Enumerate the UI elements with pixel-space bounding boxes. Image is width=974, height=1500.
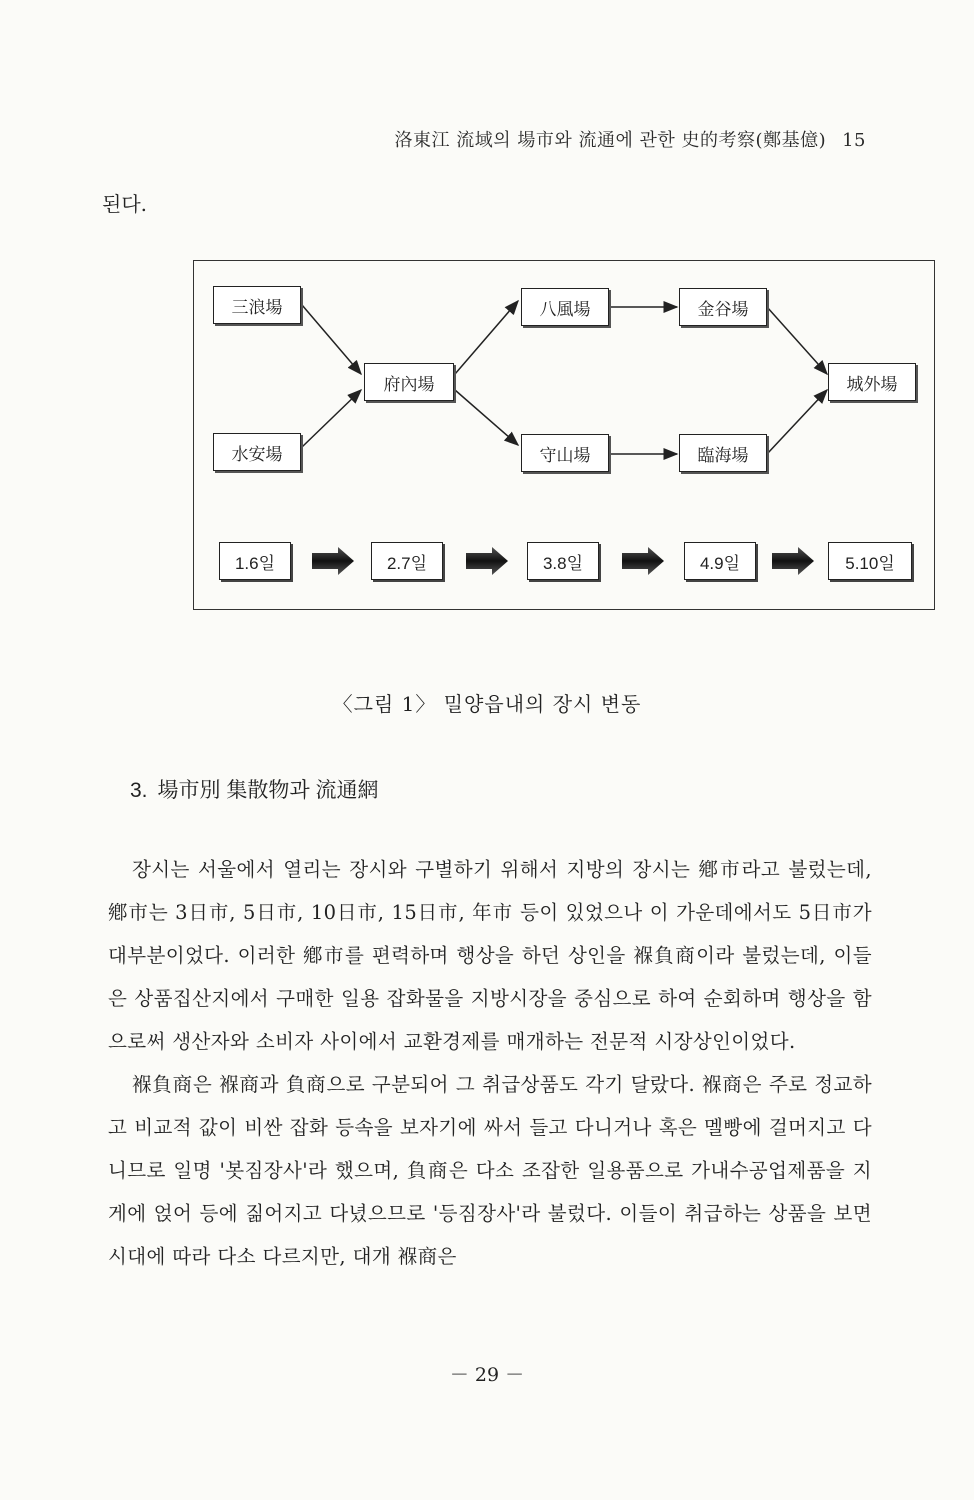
running-header	[395, 126, 867, 152]
arrow-imhae-seongoe	[767, 390, 827, 454]
paragraph-1: 장시는 서울에서 열리는 장시와 구별하기 위해서 지방의 장시는 鄕市라고 불렀는데, 鄕市는 3日市, 5日市, 10日市, 15日市, 年市 등이 있었으나 이 가운데에서도 5日市가 대부분이었다. 이러한 鄕市를 편력하며 행상을 하던 상인을 褓負商이라 불렀는데, 이들은 상품집산지에서 구매한 일용 잡화물을 지방시장을 중심으로 하여 순회하며 행상을 함으로써 생산자와 소비자 사이에서 교환경제를 매개하는 전문적 시장상인이었다.	[108, 858, 872, 1053]
day-arrow-4	[772, 547, 814, 575]
section-number: 3.	[130, 779, 148, 802]
node-susan: 守山場	[521, 434, 609, 472]
node-imhae: 臨海場	[679, 434, 767, 472]
day-box-3: 3.8일	[527, 542, 599, 580]
arrow-bunae-susan	[455, 390, 518, 445]
header-page-number: 15	[842, 130, 866, 151]
day-arrow-1	[312, 547, 354, 575]
paragraph-2: 褓負商은 褓商과 負商으로 구분되어 그 취급상품도 각기 달랐다. 褓商은 주로 정교하고 비교적 값이 비싼 잡화 등속을 보자기에 싸서 들고 다니거나 혹은 멜빵에 걸머지고 다니므로 일명 '봇짐장사'라 했으며, 負商은 다소 조잡한 일용품으로 가내수공업제품을 지게에 얹어 등에 짊어지고 다녔으므로 '등짐장사'라 불렀다. 이들이 취급하는 상품을 보면 시대에 따라 다소 다르지만, 대개 褓商은	[108, 1073, 872, 1268]
arrow-bunae-palpung	[455, 301, 518, 374]
node-palpung: 八風場	[521, 288, 609, 326]
figure-caption: 〈그림 1〉 밀양읍내의 장시 변동	[332, 692, 642, 716]
body-text	[108, 848, 872, 1278]
arrow-suan-bunae	[302, 390, 361, 447]
day-arrow-2	[466, 547, 508, 575]
page-footer: － 29 －	[449, 1364, 525, 1386]
node-seongoe: 城外場	[828, 363, 916, 401]
lead-text: 된다.	[102, 192, 147, 216]
day-box-5: 5.10일	[828, 542, 912, 580]
section-heading	[130, 774, 378, 804]
day-box-1: 1.6일	[219, 542, 291, 580]
day-box-4: 4.9일	[684, 542, 756, 580]
section-title: 場市別 集散物과 流通網	[157, 779, 379, 802]
node-geumgok: 金谷場	[679, 288, 767, 326]
day-box-2: 2.7일	[371, 542, 443, 580]
node-samnang: 三浪場	[213, 286, 301, 324]
node-suan: 水安場	[213, 433, 301, 471]
node-bunae: 府內場	[364, 363, 454, 401]
header-title: 洛東江 流域의 場市와 流通에 관한 史的考察(鄭基億)	[394, 130, 827, 151]
market-flow-figure	[193, 260, 935, 610]
arrow-geumgok-seongoe	[767, 307, 827, 374]
arrow-samnang-bunae	[302, 305, 361, 374]
day-arrow-3	[622, 547, 664, 575]
